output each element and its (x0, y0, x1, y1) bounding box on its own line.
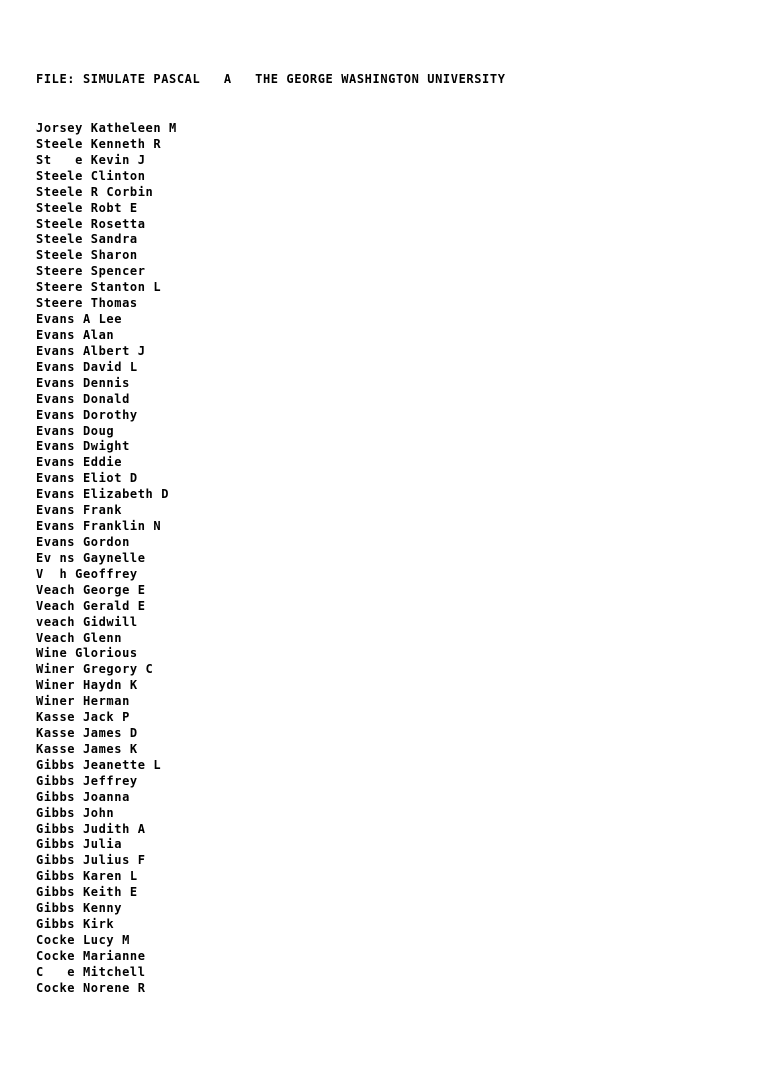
list-item: Steele Rosetta (36, 216, 146, 231)
list-item: Evans David L (36, 359, 138, 374)
list-item: Veach George E (36, 582, 146, 597)
list-item: Cocke Lucy M (36, 933, 130, 948)
list-item: Evans Dorothy (36, 407, 138, 422)
list-item: Evans Alan (36, 327, 115, 342)
list-item: Gibbs Joanna (36, 789, 130, 804)
name-list (36, 121, 177, 997)
list-item: Steele Robt E (36, 200, 138, 215)
list-item: Wine Glorious (36, 646, 138, 661)
list-item: Gibbs Jeffrey (36, 773, 138, 788)
file-label: FILE: (36, 72, 76, 86)
list-item: V h Geoffrey (36, 566, 138, 581)
list-item: Winer Haydn K (36, 678, 138, 693)
list-item: Steere Stanton L (36, 280, 162, 295)
list-item: Gibbs Keith E (36, 885, 138, 900)
list-item: Cocke Marianne (36, 948, 146, 963)
list-item: Evans Dennis (36, 375, 130, 390)
list-item: Gibbs Jeanette L (36, 757, 162, 772)
list-item: veach Gidwill (36, 614, 138, 629)
list-item: Veach Gerald E (36, 598, 146, 613)
list-item: Evans Donald (36, 391, 130, 406)
list-item: Evans Gordon (36, 534, 130, 549)
list-item: Steele R Corbin (36, 184, 154, 199)
file-name: SIMULATE PASCAL (82, 72, 201, 86)
list-item: Steele Sharon (36, 248, 138, 263)
list-item: Winer Herman (36, 694, 130, 709)
list-item: Veach Glenn (36, 630, 123, 645)
list-item: Steere Spencer (36, 264, 146, 279)
list-item: Ev ns Gaynelle (36, 550, 146, 565)
list-item: Evans Eliot D (36, 471, 138, 486)
list-item: Winer Gregory C (36, 662, 154, 677)
list-item: Evans Elizabeth D (36, 487, 170, 502)
list-item: Gibbs Julia (36, 837, 123, 852)
file-header (36, 71, 506, 87)
list-item: Kasse James K (36, 741, 138, 756)
list-item: Cocke Norene R (36, 980, 146, 995)
list-item: Gibbs Julius F (36, 853, 146, 868)
list-item: Gibbs Kenny (36, 901, 123, 916)
list-item: Evans Franklin N (36, 519, 162, 534)
institution-name: THE GEORGE WASHINGTON UNIVERSITY (255, 72, 506, 86)
list-item: Evans A Lee (36, 312, 123, 327)
list-item: Steele Sandra (36, 232, 138, 247)
list-item: C e Mitchell (36, 964, 146, 979)
list-item: Kasse James D (36, 726, 138, 741)
list-item: Gibbs Kirk (36, 917, 115, 932)
list-item: Evans Doug (36, 423, 115, 438)
list-item: Kasse Jack P (36, 710, 130, 725)
list-item: Gibbs Karen L (36, 869, 138, 884)
list-item: Evans Dwight (36, 439, 130, 454)
list-item: Evans Eddie (36, 455, 123, 470)
list-item: Jorsey Katheleen M (36, 121, 177, 135)
list-item: Gibbs John (36, 805, 115, 820)
file-mode: A (223, 72, 232, 86)
list-item: Gibbs Judith A (36, 821, 146, 836)
list-item: Steere Thomas (36, 296, 138, 311)
list-item: Evans Albert J (36, 343, 146, 358)
list-item: Steele Clinton (36, 168, 146, 183)
list-item: St e Kevin J (36, 152, 146, 167)
list-item: Steele Kenneth R (36, 136, 162, 151)
list-item: Evans Frank (36, 503, 123, 518)
